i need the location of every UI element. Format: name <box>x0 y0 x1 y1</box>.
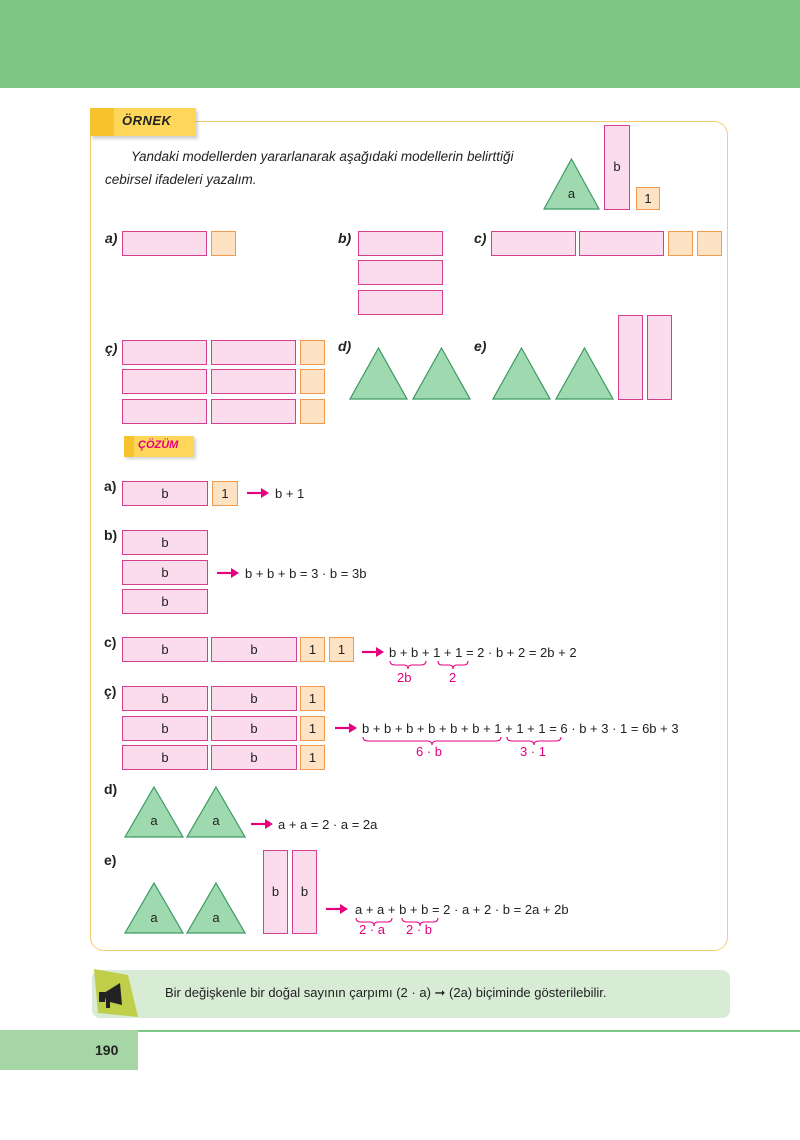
header-band <box>0 0 800 88</box>
solution-c-brace2: 2 <box>449 670 457 685</box>
question-b-label: b) <box>338 230 352 246</box>
s-cc-rect: b <box>122 716 208 741</box>
s-e-rect: b <box>263 850 288 934</box>
s-b-rect: b <box>122 530 208 555</box>
q-e-rect <box>618 315 643 400</box>
q-e-triangle <box>555 347 614 400</box>
q-c-rect <box>491 231 576 256</box>
s-cc-rect: b <box>211 686 297 711</box>
s-d-triangle: a <box>186 786 246 838</box>
s-cc-square: 1 <box>300 686 325 711</box>
question-a-label: a) <box>105 230 118 246</box>
s-e-triangle: a <box>124 882 184 934</box>
s-cc-rect: b <box>122 686 208 711</box>
solution-tab-label: ÇÖZÜM <box>138 439 179 451</box>
q-cc-square <box>300 340 325 365</box>
legend-a-label: a <box>567 186 576 201</box>
question-e-label: e) <box>474 338 487 354</box>
solution-cc-expr: b + b + b + b + b + b + 1 + 1 + 1 = 6 · b + 3 · 1 = 6b + 3 <box>362 721 679 736</box>
solution-b-label: b) <box>104 527 118 543</box>
s-d-triangle: a <box>124 786 184 838</box>
s-cc-rect: b <box>211 716 297 741</box>
q-a-square <box>211 231 236 256</box>
arrow-right-icon <box>217 567 239 579</box>
question-c-label: c) <box>474 230 487 246</box>
q-e-triangle <box>492 347 551 400</box>
arrow-right-icon <box>251 818 273 830</box>
intro-text <box>105 145 545 191</box>
arrow-right-icon <box>326 903 348 915</box>
solution-c-label: c) <box>104 634 117 650</box>
note-text: Bir değişkenle bir doğal sayının çarpımı (2 · a) ➞ (2a) biçiminde gösterilebilir. <box>165 985 607 1000</box>
s-a-square: 1 <box>212 481 238 506</box>
q-c-square <box>668 231 693 256</box>
s-b-rect: b <box>122 560 208 585</box>
solution-c-expr: b + b + 1 + 1 = 2 · b + 2 = 2b + 2 <box>389 645 577 660</box>
q-b-rect <box>358 231 443 256</box>
q-a-rect <box>122 231 207 256</box>
question-d-label: d) <box>338 338 352 354</box>
solution-tab <box>124 436 194 457</box>
q-cc-square <box>300 369 325 394</box>
q-c-rect <box>579 231 664 256</box>
solution-e-label: e) <box>104 852 117 868</box>
legend-square-1: 1 <box>636 187 660 210</box>
q-cc-rect <box>122 369 207 394</box>
solution-b-expr: b + b + b = 3 · b = 3b <box>245 566 367 581</box>
arrow-right-icon <box>335 722 357 734</box>
s-e-rect: b <box>292 850 317 934</box>
example-tab <box>90 108 196 136</box>
intro-line2: cebirsel ifadeleri yazalım. <box>105 172 257 187</box>
solution-d-expr: a + a = 2 · a = 2a <box>278 817 378 832</box>
s-cc-rect: b <box>122 745 208 770</box>
q-b-rect <box>358 260 443 285</box>
q-c-square <box>697 231 722 256</box>
s-cc-rect: b <box>211 745 297 770</box>
s-c-rect: b <box>122 637 208 662</box>
s-b-rect: b <box>122 589 208 614</box>
solution-cc-label: ç) <box>104 683 117 699</box>
q-b-rect <box>358 290 443 315</box>
arrow-right-icon <box>247 487 269 499</box>
q-cc-rect <box>211 340 296 365</box>
s-cc-square: 1 <box>300 716 325 741</box>
s-cc-square: 1 <box>300 745 325 770</box>
s-c-square: 1 <box>329 637 354 662</box>
q-cc-rect <box>122 340 207 365</box>
solution-cc-brace2: 3 · 1 <box>520 744 547 759</box>
solution-c-brace1: 2b <box>397 670 412 685</box>
solution-a-label: a) <box>104 478 117 494</box>
legend-rect-b: b <box>604 125 630 210</box>
solution-d-label: d) <box>104 781 118 797</box>
s-c-rect: b <box>211 637 297 662</box>
q-d-triangle <box>412 347 471 400</box>
s-e-triangle: a <box>186 882 246 934</box>
intro-line1: Yandaki modellerden yararlanarak aşağıdaki modellerin belirttiği <box>131 149 514 164</box>
q-d-triangle <box>349 347 408 400</box>
solution-cc-brace1: 6 · b <box>416 744 443 759</box>
s-c-square: 1 <box>300 637 325 662</box>
s-a-rect: b <box>122 481 208 506</box>
megaphone-icon <box>92 965 140 1019</box>
solution-a-expr: b + 1 <box>275 486 305 501</box>
q-cc-square <box>300 399 325 424</box>
page-number: 190 <box>95 1042 119 1058</box>
q-cc-rect <box>211 399 296 424</box>
solution-e-brace2: 2 · b <box>406 922 433 937</box>
solution-e-brace1: 2 · a <box>359 922 386 937</box>
q-cc-rect <box>122 399 207 424</box>
arrow-right-icon <box>362 646 384 658</box>
brace <box>437 660 469 670</box>
question-cc-label: ç) <box>105 340 118 356</box>
legend-triangle-a <box>543 158 600 210</box>
q-e-rect <box>647 315 672 400</box>
q-cc-rect <box>211 369 296 394</box>
solution-e-expr: a + a + b + b = 2 · a + 2 · b = 2a + 2b <box>355 902 569 917</box>
example-tab-label: ÖRNEK <box>122 113 172 128</box>
brace <box>389 660 427 670</box>
